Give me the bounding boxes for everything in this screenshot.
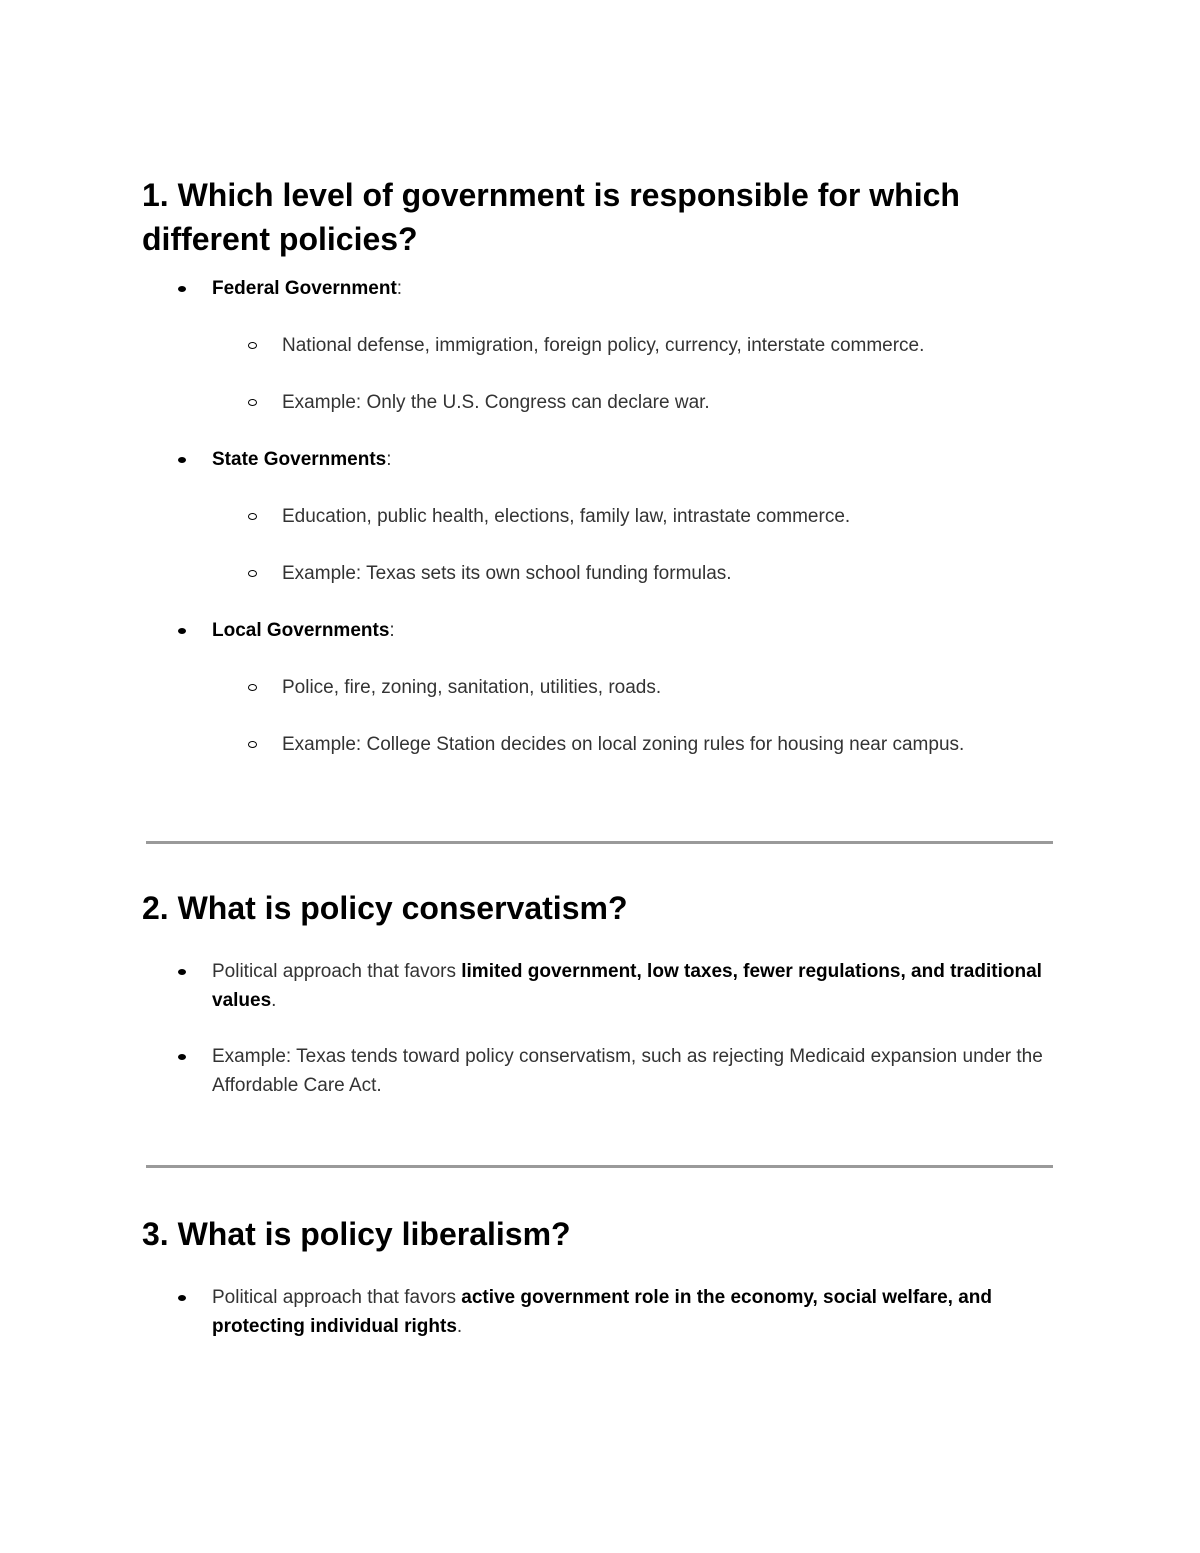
bullet-icon: [178, 1295, 186, 1301]
section-policy-conservatism: [142, 886, 1062, 1100]
section-2-heading: 2. What is policy conservatism?: [142, 890, 628, 926]
federal-label: Federal Government: [212, 278, 397, 299]
list-subitem: Police, fire, zoning, sanitation, utilities, roads.: [142, 673, 1062, 702]
list-item-federal: Federal Government:: [142, 274, 1062, 303]
bullet-icon: [178, 286, 186, 292]
sub-bullet-icon: [248, 399, 257, 406]
list-subitem: Example: Texas sets its own school funding formulas.: [142, 559, 1062, 588]
list-item: Political approach that favors limited government, low taxes, fewer regulations, and traditional values.: [142, 957, 1072, 1015]
conservatism-list: [142, 957, 1062, 1100]
horizontal-divider: [146, 1165, 1053, 1168]
section-levels-of-government: [142, 173, 1062, 759]
list-item-local: Local Governments:: [142, 616, 1062, 645]
sub-bullet-icon: [248, 570, 257, 577]
list-item: Political approach that favors active government role in the economy, social welfare, and protecting individual rights.: [142, 1283, 1072, 1341]
section-policy-liberalism: [142, 1212, 1062, 1341]
sub-bullet-icon: [248, 513, 257, 520]
local-label: Local Governments: [212, 620, 390, 641]
bullet-icon: [178, 969, 186, 975]
section-3-heading: 3. What is policy liberalism?: [142, 1216, 571, 1252]
section-1-heading: 1. Which level of government is responsible for which different policies?: [142, 177, 960, 257]
state-label: State Governments: [212, 449, 387, 470]
horizontal-divider: [146, 841, 1053, 844]
bullet-icon: [178, 628, 186, 634]
list-subitem: Example: College Station decides on local zoning rules for housing near campus.: [142, 730, 1062, 759]
list-item-state: State Governments:: [142, 445, 1062, 474]
list-item: Example: Texas tends toward policy conservatism, such as rejecting Medicaid expansion under the Affordable Care Act.: [142, 1042, 1072, 1100]
sub-bullet-icon: [248, 684, 257, 691]
sub-bullet-icon: [248, 342, 257, 349]
list-subitem: National defense, immigration, foreign policy, currency, interstate commerce.: [142, 331, 1062, 360]
list-subitem: Example: Only the U.S. Congress can declare war.: [142, 388, 1062, 417]
liberalism-list: [142, 1283, 1062, 1341]
bullet-icon: [178, 1054, 186, 1060]
list-subitem: Education, public health, elections, family law, intrastate commerce.: [142, 502, 1062, 531]
sub-bullet-icon: [248, 741, 257, 748]
bullet-icon: [178, 457, 186, 463]
level-list: [142, 274, 1062, 759]
